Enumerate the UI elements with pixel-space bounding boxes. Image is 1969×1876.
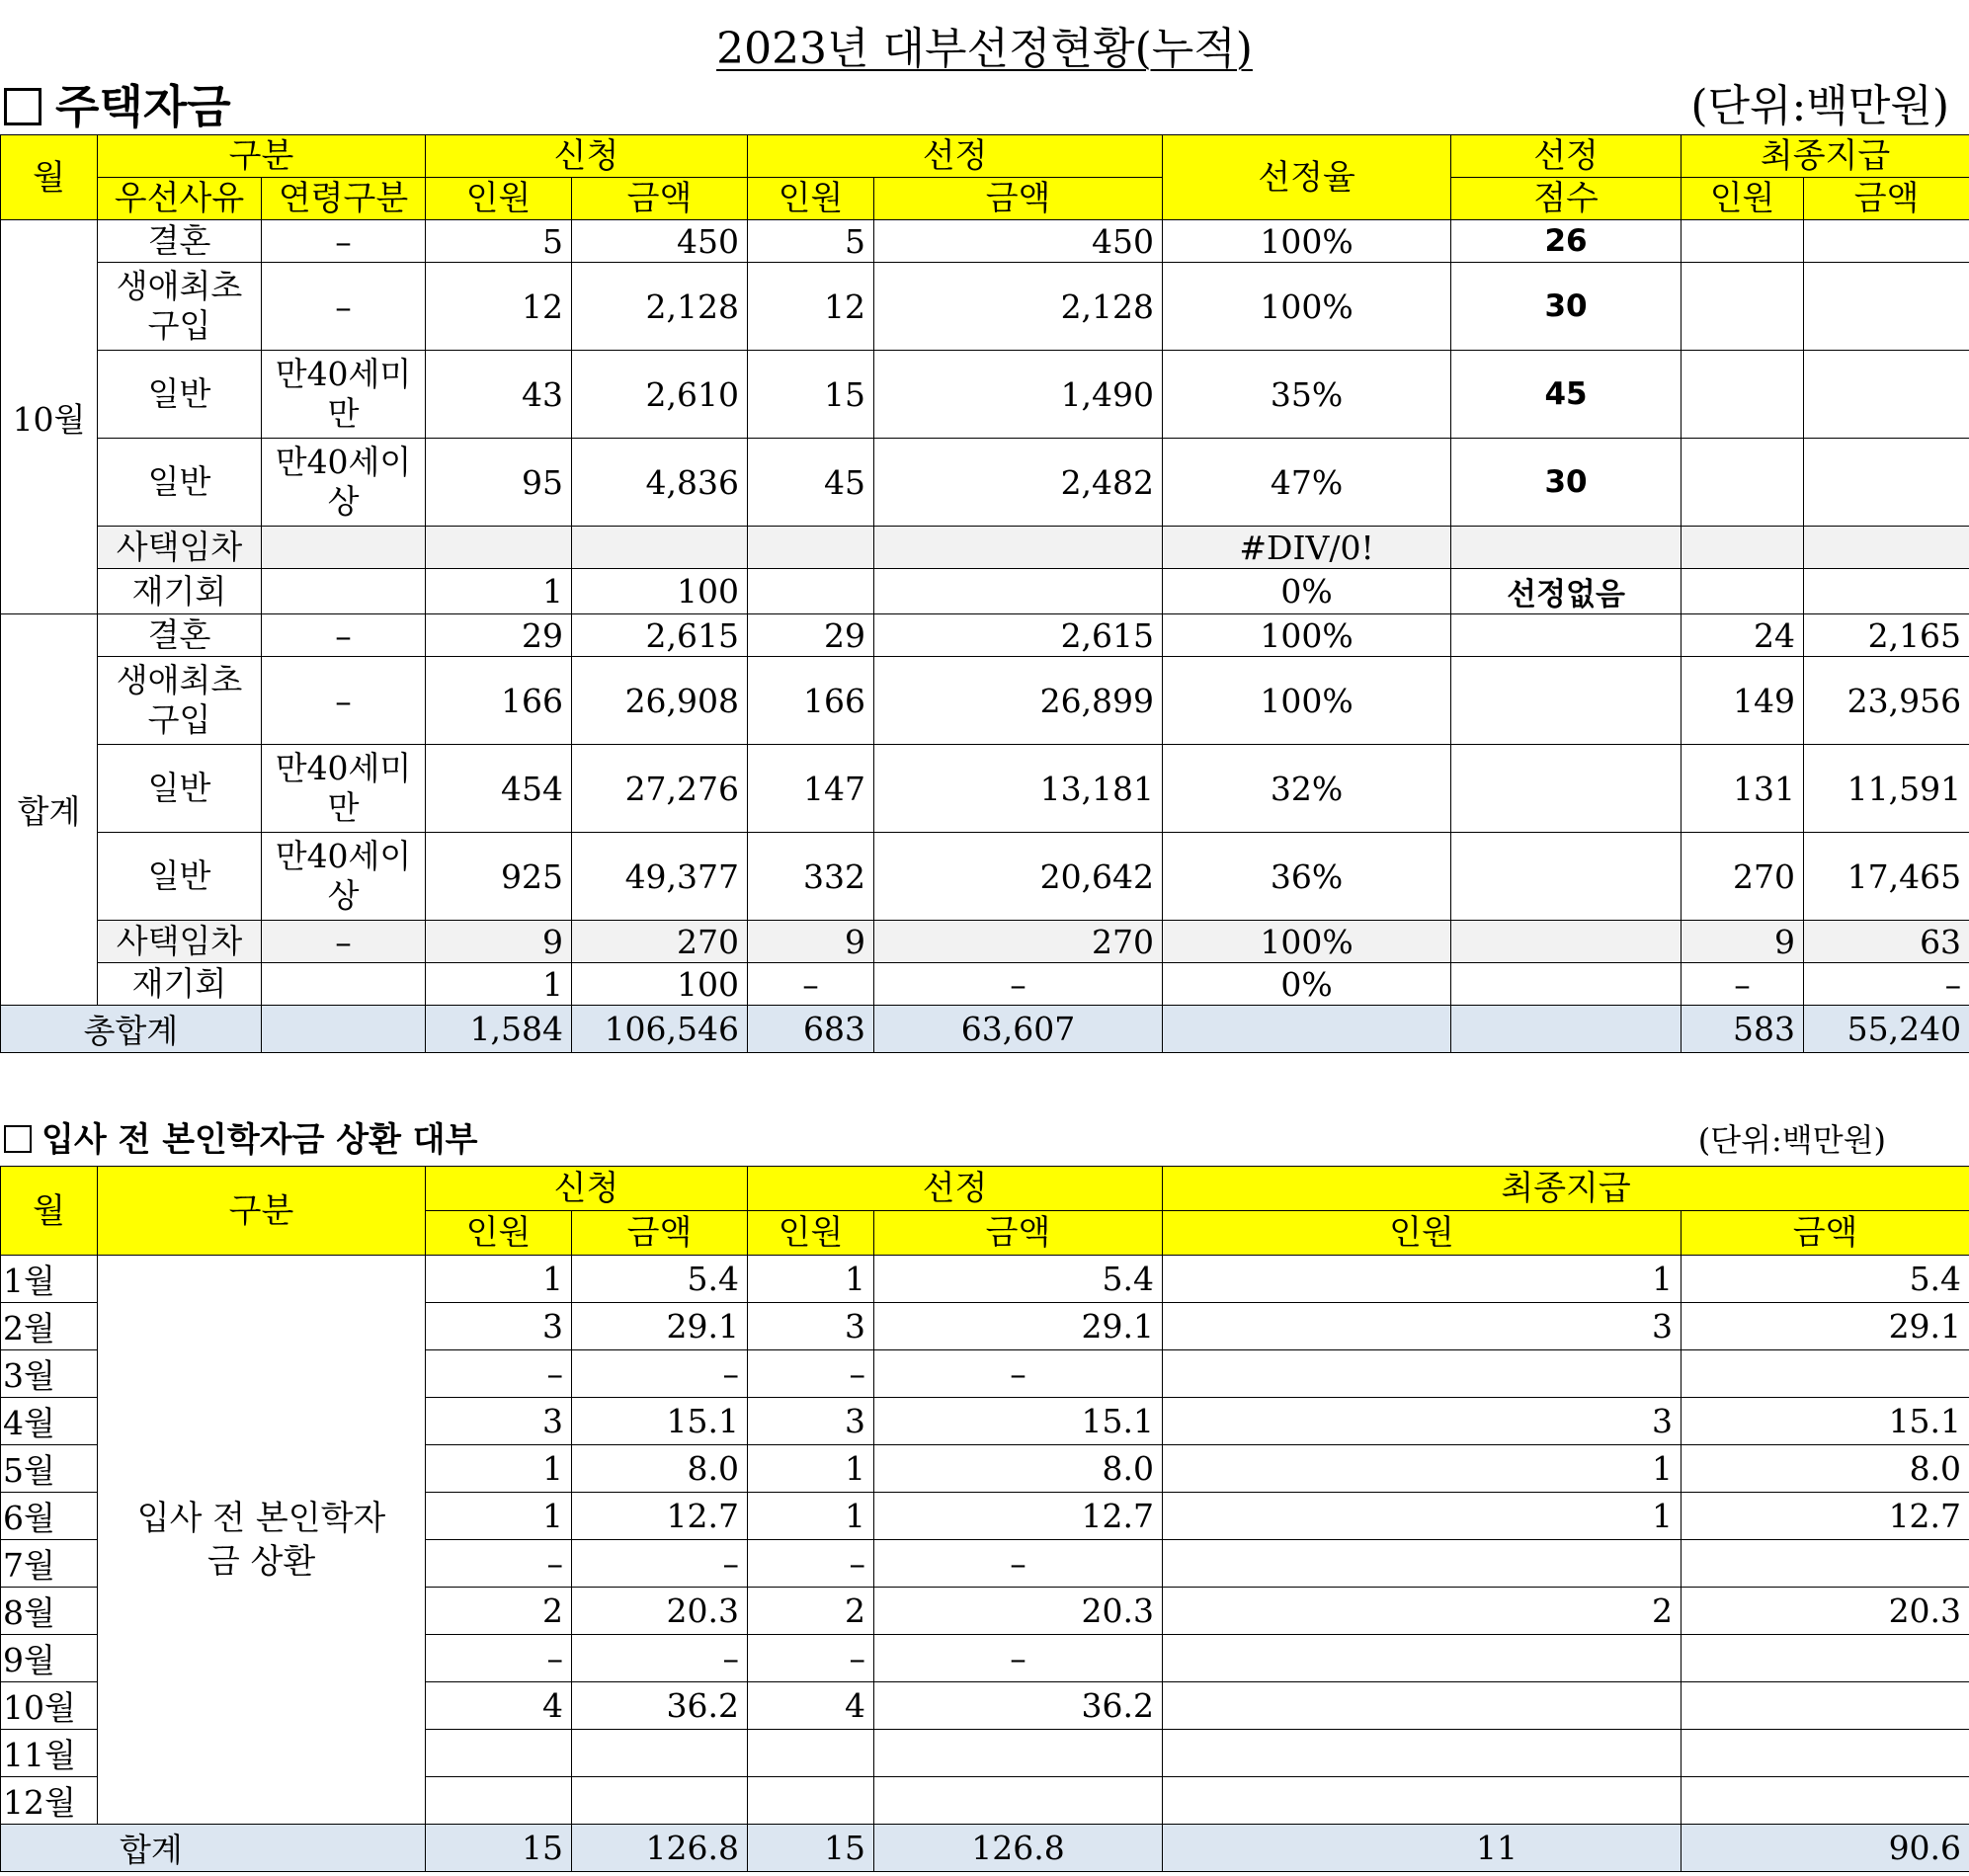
month-cell: 7월	[1, 1540, 98, 1588]
apply-amount-cell: 5.4	[572, 1256, 748, 1303]
score-cell	[1451, 963, 1682, 1006]
final-amount-cell: 12.7	[1682, 1493, 1969, 1540]
select-amount-cell: 5.4	[874, 1256, 1163, 1303]
apply-amount-cell: 100	[572, 963, 748, 1006]
final-people-cell: 1	[1163, 1493, 1682, 1540]
select-amount-cell	[874, 1777, 1163, 1825]
apply-amount-cell: 2,128	[572, 263, 748, 351]
select-people-cell	[748, 1777, 874, 1825]
apply-amount-cell: 450	[572, 220, 748, 263]
final-people-cell	[1682, 220, 1804, 263]
select-people-cell: 4	[748, 1682, 874, 1730]
select-amount-cell: 15.1	[874, 1398, 1163, 1445]
grand-total-label: 총합계	[1, 1006, 262, 1053]
rate-cell: 100%	[1163, 220, 1451, 263]
final-amount-cell: 17,465	[1804, 833, 1969, 921]
apply-people-cell: 166	[426, 657, 572, 745]
page-title: 2023년 대부선정현황(누적)	[716, 24, 1253, 74]
grand-total-final-people: 583	[1682, 1006, 1804, 1053]
rate-cell: 100%	[1163, 614, 1451, 657]
header-select-people: 인원	[748, 178, 874, 220]
month-cell: 4월	[1, 1398, 98, 1445]
priority-cell: 결혼	[98, 220, 262, 263]
select-people-cell: 1	[748, 1256, 874, 1303]
age-cell	[262, 569, 426, 614]
final-amount-cell	[1682, 1730, 1969, 1777]
final-amount-cell	[1804, 220, 1969, 263]
priority-cell: 일반	[98, 439, 262, 527]
final-people-cell: 131	[1682, 745, 1804, 833]
priority-cell: 생애최초 구입	[98, 657, 262, 745]
header-final-amount: 금액	[1682, 1211, 1969, 1256]
select-people-cell: 1	[748, 1493, 874, 1540]
final-people-cell	[1163, 1682, 1682, 1730]
grand-total-select-amount: 63,607	[874, 1006, 1163, 1053]
select-amount-cell: 36.2	[874, 1682, 1163, 1730]
header-apply: 신청	[426, 135, 748, 178]
priority-cell: 일반	[98, 351, 262, 439]
final-people-cell	[1163, 1540, 1682, 1588]
priority-cell: 결혼	[98, 614, 262, 657]
month-cell-total: 합계	[1, 614, 98, 1006]
apply-people-cell: 925	[426, 833, 572, 921]
apply-people-cell: 4	[426, 1682, 572, 1730]
final-amount-cell: 23,956	[1804, 657, 1969, 745]
total-final-amount: 90.6	[1682, 1825, 1969, 1872]
rate-cell: 36%	[1163, 833, 1451, 921]
age-cell: –	[262, 921, 426, 963]
header-month: 월	[1, 1167, 98, 1256]
apply-people-cell: 43	[426, 351, 572, 439]
select-amount-cell: 2,128	[874, 263, 1163, 351]
apply-amount-cell: 100	[572, 569, 748, 614]
tuition-loan-table	[0, 1166, 1969, 1872]
final-amount-cell	[1682, 1540, 1969, 1588]
select-people-cell: 332	[748, 833, 874, 921]
header-select: 선정	[748, 135, 1163, 178]
total-final-people: 11	[1163, 1825, 1682, 1872]
header-select-amount: 금액	[874, 1211, 1163, 1256]
score-cell	[1451, 921, 1682, 963]
apply-people-cell: 3	[426, 1303, 572, 1350]
unit-label: (단위:백만원)	[1697, 1121, 1886, 1159]
section-title: 입사 전 본인학자금 상환 대부	[4, 1118, 477, 1162]
final-people-cell	[1163, 1730, 1682, 1777]
select-people-cell: 3	[748, 1398, 874, 1445]
select-amount-cell: 29.1	[874, 1303, 1163, 1350]
select-amount-cell: 26,899	[874, 657, 1163, 745]
month-cell: 5월	[1, 1445, 98, 1493]
apply-people-cell: 1	[426, 1256, 572, 1303]
apply-people-cell: 9	[426, 921, 572, 963]
score-cell	[1451, 745, 1682, 833]
rate-cell: 35%	[1163, 351, 1451, 439]
final-people-cell: 3	[1163, 1303, 1682, 1350]
final-people-cell: 3	[1163, 1398, 1682, 1445]
apply-people-cell: 3	[426, 1398, 572, 1445]
age-cell: –	[262, 657, 426, 745]
housing-fund-table	[0, 134, 1969, 1053]
score-cell: 26	[1451, 220, 1682, 263]
score-cell: 30	[1451, 263, 1682, 351]
header-apply: 신청	[426, 1167, 748, 1211]
rate-cell: 100%	[1163, 657, 1451, 745]
apply-people-cell	[426, 1777, 572, 1825]
select-people-cell: 166	[748, 657, 874, 745]
final-people-cell	[1682, 439, 1804, 527]
header-score-bottom: 점수	[1451, 178, 1682, 220]
month-cell: 6월	[1, 1493, 98, 1540]
apply-people-cell: 12	[426, 263, 572, 351]
header-select-amount: 금액	[874, 178, 1163, 220]
apply-amount-cell: 12.7	[572, 1493, 748, 1540]
apply-people-cell: 1	[426, 1493, 572, 1540]
final-amount-cell	[1804, 439, 1969, 527]
final-amount-cell	[1682, 1777, 1969, 1825]
final-people-cell	[1682, 569, 1804, 614]
month-cell: 9월	[1, 1635, 98, 1682]
header-apply-people: 인원	[426, 1211, 572, 1256]
age-cell	[262, 963, 426, 1006]
apply-people-cell: 454	[426, 745, 572, 833]
select-people-cell: 12	[748, 263, 874, 351]
grand-total-score	[1451, 1006, 1682, 1053]
select-amount-cell: –	[874, 1635, 1163, 1682]
score-cell	[1451, 657, 1682, 745]
apply-amount-cell	[572, 1730, 748, 1777]
apply-amount-cell: 4,836	[572, 439, 748, 527]
score-cell	[1451, 833, 1682, 921]
select-amount-cell: 1,490	[874, 351, 1163, 439]
age-cell: –	[262, 614, 426, 657]
select-people-cell: 15	[748, 351, 874, 439]
select-amount-cell: 12.7	[874, 1493, 1163, 1540]
select-amount-cell	[874, 569, 1163, 614]
select-people-cell	[748, 527, 874, 569]
select-people-cell	[748, 569, 874, 614]
header-final: 최종지급	[1163, 1167, 1969, 1211]
score-cell: 45	[1451, 351, 1682, 439]
age-cell: –	[262, 220, 426, 263]
age-cell	[262, 527, 426, 569]
header-final-people: 인원	[1163, 1211, 1682, 1256]
final-amount-cell	[1804, 527, 1969, 569]
apply-amount-cell: 15.1	[572, 1398, 748, 1445]
total-apply-amount: 126.8	[572, 1825, 748, 1872]
apply-amount-cell: 8.0	[572, 1445, 748, 1493]
month-cell: 8월	[1, 1588, 98, 1635]
header-apply-people: 인원	[426, 178, 572, 220]
select-amount-cell: 20.3	[874, 1588, 1163, 1635]
final-amount-cell: 63	[1804, 921, 1969, 963]
final-people-cell: 2	[1163, 1588, 1682, 1635]
age-cell: 만40세미만	[262, 351, 426, 439]
apply-people-cell: –	[426, 1540, 572, 1588]
apply-people-cell	[426, 1730, 572, 1777]
month-cell: 10월	[1, 1682, 98, 1730]
final-people-cell: 149	[1682, 657, 1804, 745]
final-people-cell	[1682, 263, 1804, 351]
checkbox-square-icon	[4, 1125, 32, 1153]
rate-cell: 100%	[1163, 263, 1451, 351]
total-label: 합계	[1, 1825, 426, 1872]
priority-cell: 재기회	[98, 569, 262, 614]
category-cell: 입사 전 본인학자금 상환	[98, 1256, 426, 1825]
apply-amount-cell: 2,615	[572, 614, 748, 657]
apply-people-cell: 95	[426, 439, 572, 527]
apply-amount-cell: 20.3	[572, 1588, 748, 1635]
total-apply-people: 15	[426, 1825, 572, 1872]
apply-amount-cell: 36.2	[572, 1682, 748, 1730]
age-cell: –	[262, 263, 426, 351]
grand-total-rate	[1163, 1006, 1451, 1053]
apply-people-cell: 29	[426, 614, 572, 657]
header-final: 최종지급	[1682, 135, 1969, 178]
select-amount-cell: 8.0	[874, 1445, 1163, 1493]
apply-amount-cell	[572, 1777, 748, 1825]
priority-cell: 일반	[98, 745, 262, 833]
select-people-cell: 1	[748, 1445, 874, 1493]
grand-total-age-cell	[262, 1006, 426, 1053]
apply-people-cell: 1	[426, 569, 572, 614]
rate-cell: 0%	[1163, 963, 1451, 1006]
apply-people-cell: –	[426, 1635, 572, 1682]
apply-people-cell: 1	[426, 1445, 572, 1493]
header-category: 구분	[98, 135, 426, 178]
grand-total-final-amount: 55,240	[1804, 1006, 1969, 1053]
select-amount-cell: 2,615	[874, 614, 1163, 657]
select-amount-cell: 13,181	[874, 745, 1163, 833]
select-amount-cell: 270	[874, 921, 1163, 963]
select-amount-cell: 2,482	[874, 439, 1163, 527]
header-apply-amount: 금액	[572, 178, 748, 220]
select-amount-cell: 20,642	[874, 833, 1163, 921]
age-cell: 만40세이상	[262, 439, 426, 527]
final-people-cell	[1682, 527, 1804, 569]
select-people-cell: 45	[748, 439, 874, 527]
checkbox-square-icon	[4, 88, 41, 125]
final-amount-cell: 8.0	[1682, 1445, 1969, 1493]
apply-amount-cell: –	[572, 1540, 748, 1588]
final-amount-cell: –	[1804, 963, 1969, 1006]
select-amount-cell: –	[874, 1350, 1163, 1398]
apply-amount-cell	[572, 527, 748, 569]
score-cell: 30	[1451, 439, 1682, 527]
month-cell: 1월	[1, 1256, 98, 1303]
total-select-amount: 126.8	[874, 1825, 1163, 1872]
priority-cell: 재기회	[98, 963, 262, 1006]
apply-amount-cell: 26,908	[572, 657, 748, 745]
select-people-cell: 2	[748, 1588, 874, 1635]
score-cell	[1451, 527, 1682, 569]
final-amount-cell	[1804, 351, 1969, 439]
final-people-cell: –	[1682, 963, 1804, 1006]
final-amount-cell: 5.4	[1682, 1256, 1969, 1303]
priority-cell: 사택임차	[98, 527, 262, 569]
header-month: 월	[1, 135, 98, 220]
apply-people-cell: –	[426, 1350, 572, 1398]
final-amount-cell: 20.3	[1682, 1588, 1969, 1635]
final-people-cell	[1163, 1777, 1682, 1825]
header-apply-amount: 금액	[572, 1211, 748, 1256]
final-amount-cell: 11,591	[1804, 745, 1969, 833]
apply-people-cell: 1	[426, 963, 572, 1006]
final-amount-cell	[1804, 263, 1969, 351]
grand-total-apply-people: 1,584	[426, 1006, 572, 1053]
select-people-cell: 147	[748, 745, 874, 833]
apply-amount-cell: 27,276	[572, 745, 748, 833]
select-people-cell: –	[748, 1635, 874, 1682]
month-cell: 11월	[1, 1730, 98, 1777]
final-people-cell	[1163, 1350, 1682, 1398]
section-header-housing	[0, 79, 1969, 134]
select-amount-cell: –	[874, 1540, 1163, 1588]
select-people-cell: –	[748, 1540, 874, 1588]
final-amount-cell: 29.1	[1682, 1303, 1969, 1350]
header-final-people: 인원	[1682, 178, 1804, 220]
apply-people-cell: 5	[426, 220, 572, 263]
header-category: 구분	[98, 1167, 426, 1256]
total-select-people: 15	[748, 1825, 874, 1872]
unit-label: (단위:백만원)	[1690, 81, 1949, 131]
month-cell-october: 10월	[1, 220, 98, 614]
rate-cell: #DIV/0!	[1163, 527, 1451, 569]
score-cell	[1451, 614, 1682, 657]
apply-amount-cell: 2,610	[572, 351, 748, 439]
final-amount-cell: 2,165	[1804, 614, 1969, 657]
priority-cell: 사택임차	[98, 921, 262, 963]
rate-cell: 32%	[1163, 745, 1451, 833]
select-people-cell: –	[748, 1350, 874, 1398]
select-people-cell: 5	[748, 220, 874, 263]
apply-amount-cell: –	[572, 1350, 748, 1398]
apply-amount-cell: 49,377	[572, 833, 748, 921]
select-people-cell: 9	[748, 921, 874, 963]
final-people-cell: 1	[1163, 1256, 1682, 1303]
final-amount-cell	[1682, 1682, 1969, 1730]
score-cell: 선정없음	[1451, 569, 1682, 614]
priority-cell: 생애최초 구입	[98, 263, 262, 351]
month-cell: 12월	[1, 1777, 98, 1825]
select-people-cell: 29	[748, 614, 874, 657]
rate-cell: 47%	[1163, 439, 1451, 527]
final-people-cell: 24	[1682, 614, 1804, 657]
age-cell: 만40세미만	[262, 745, 426, 833]
select-amount-cell: –	[874, 963, 1163, 1006]
final-people-cell: 270	[1682, 833, 1804, 921]
select-people-cell: 3	[748, 1303, 874, 1350]
apply-amount-cell: –	[572, 1635, 748, 1682]
grand-total-apply-amount: 106,546	[572, 1006, 748, 1053]
rate-cell: 100%	[1163, 921, 1451, 963]
select-amount-cell: 450	[874, 220, 1163, 263]
month-cell: 2월	[1, 1303, 98, 1350]
final-people-cell	[1163, 1635, 1682, 1682]
header-rate: 선정율	[1163, 135, 1451, 220]
select-people-cell: –	[748, 963, 874, 1006]
header-age: 연령구분	[262, 178, 426, 220]
priority-cell: 일반	[98, 833, 262, 921]
month-cell: 3월	[1, 1350, 98, 1398]
select-amount-cell	[874, 527, 1163, 569]
header-select-people: 인원	[748, 1211, 874, 1256]
final-amount-cell: 15.1	[1682, 1398, 1969, 1445]
header-select: 선정	[748, 1167, 1163, 1211]
final-amount-cell	[1682, 1350, 1969, 1398]
final-people-cell: 9	[1682, 921, 1804, 963]
rate-cell: 0%	[1163, 569, 1451, 614]
apply-amount-cell: 29.1	[572, 1303, 748, 1350]
header-final-amount: 금액	[1804, 178, 1969, 220]
final-amount-cell	[1682, 1635, 1969, 1682]
age-cell: 만40세이상	[262, 833, 426, 921]
final-people-cell: 1	[1163, 1445, 1682, 1493]
header-score-top: 선정	[1451, 135, 1682, 178]
select-amount-cell	[874, 1730, 1163, 1777]
section-title: 주택자금	[4, 79, 231, 134]
select-people-cell	[748, 1730, 874, 1777]
grand-total-select-people: 683	[748, 1006, 874, 1053]
apply-people-cell	[426, 527, 572, 569]
header-priority: 우선사유	[98, 178, 262, 220]
final-people-cell	[1682, 351, 1804, 439]
tuition-table-body	[1, 1256, 1969, 1872]
final-amount-cell	[1804, 569, 1969, 614]
apply-people-cell: 2	[426, 1588, 572, 1635]
apply-amount-cell: 270	[572, 921, 748, 963]
section-header-tuition	[0, 1118, 1969, 1162]
